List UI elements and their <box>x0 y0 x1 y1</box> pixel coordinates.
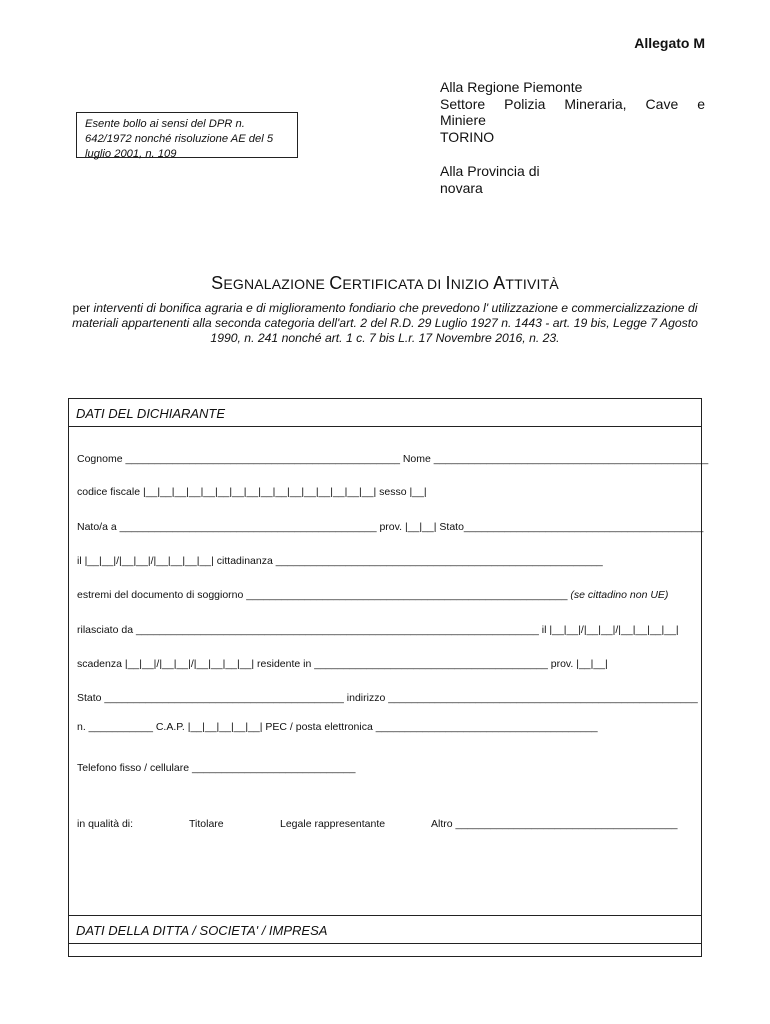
title-part: S <box>211 273 224 293</box>
document-title <box>0 273 770 294</box>
residence-permit-row[interactable] <box>77 589 668 601</box>
recipient-line: Settore Polizia Mineraria, Cave e <box>440 95 705 112</box>
subtitle-text: interventi di bonifica agraria e di miglioramento fondiario che prevedono l' utilizzazione e commercializzazione di materiali appartenenti alla seconda categoria dell'art. 2 del R.D. 29 Luglio 1927 n. 1443 - art. 19 bis, Legge 7 Agosto 1990, n. 241 nonché art. 1 c. 7 bis L.r. 17 Novembre 2016, n. 23. <box>72 301 698 345</box>
recipient-line: Alla Provincia di <box>440 163 540 179</box>
recipient-line: Alla Regione Piemonte <box>440 79 583 95</box>
title-part: I <box>445 273 451 293</box>
state-address-row[interactable]: Stato _________________________________________ indirizzo _____________________________________________________ <box>77 692 698 704</box>
issued-by-row[interactable]: rilasciato da _____________________________________________________________________ il |__|__|/|__|__|/|__|__|__|__| <box>77 624 679 636</box>
section-header-declarant: DATI DEL DICHIARANTE <box>69 399 701 427</box>
qualita-label: in qualità di: <box>77 818 134 830</box>
option-altro[interactable]: Altro ______________________________________ <box>431 818 678 830</box>
cap-pec-row[interactable]: n. ___________ C.A.P. |__|__|__|__|__| PEC / posta elettronica ______________________________________ <box>77 721 598 733</box>
phone-row[interactable]: Telefono fisso / cellulare ____________________________ <box>77 762 356 774</box>
recipient-line: Miniere <box>440 112 486 128</box>
birthdate-row[interactable]: il |__|__|/|__|__|/|__|__|__|__| cittadinanza ________________________________________________________ <box>77 555 603 567</box>
option-titolare[interactable]: Titolare <box>189 818 224 830</box>
title-part: TTIVITÀ <box>505 276 559 292</box>
cognome-nome-row[interactable]: Cognome _______________________________________________ Nome _______________________________________________ <box>77 453 709 465</box>
residence-permit-field[interactable]: estremi del documento di soggiorno _______________________________________________________ <box>77 589 571 601</box>
allegato-label: Allegato M <box>634 35 705 51</box>
codice-fiscale-row[interactable]: codice fiscale |__|__|__|__|__|__|__|__|__|__|__|__|__|__|__|__| sesso |__| <box>77 486 427 498</box>
recipient-line: TORINO <box>440 128 495 145</box>
title-part: NIZIO <box>450 276 494 292</box>
birthplace-row[interactable]: Nato/a a ____________________________________________ prov. |__|__| Stato_________________________________________ <box>77 521 704 533</box>
expiry-residence-row[interactable]: scadenza |__|__|/|__|__|/|__|__|__|__| residente in ________________________________________ prov. |__|__| <box>77 658 608 670</box>
stamp-exemption-box: Esente bollo ai sensi del DPR n. 642/1972 nonché risoluzione AE del 5 luglio 2001, n. 109 <box>76 112 298 158</box>
title-part: ERTIFICATA DI <box>342 276 446 292</box>
recipient-block <box>440 79 705 196</box>
document-subtitle <box>70 301 700 346</box>
recipient-line: novara <box>440 179 483 196</box>
declarant-form <box>68 398 709 957</box>
section-header-company: DATI DELLA DITTA / SOCIETA' / IMPRESA <box>69 915 701 944</box>
title-part: C <box>329 273 343 293</box>
title-part: EGNALAZIONE <box>223 276 330 292</box>
non-eu-note: (se cittadino non UE) <box>570 589 669 601</box>
title-part: A <box>493 273 506 293</box>
subtitle-per: per <box>72 301 91 315</box>
option-legale-rappresentante[interactable]: Legale rappresentante <box>280 818 386 830</box>
